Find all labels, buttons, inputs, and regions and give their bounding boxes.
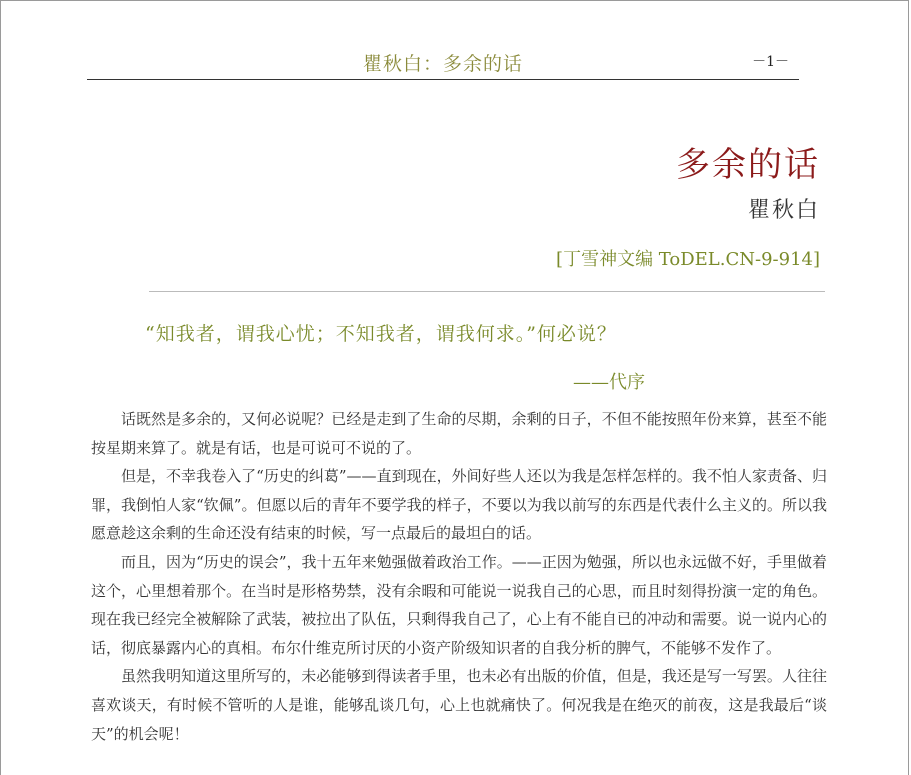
page-number: －1－: [752, 54, 789, 70]
section-divider: [149, 291, 825, 292]
document-title: 多余的话: [676, 145, 820, 185]
paragraph: 而且，因为“历史的误会”，我十五年来勉强做着政治工作。——正因为勉强，所以也永远做不好，手里做着这个，心里想着那个。在当时是形格势禁，没有余暇和可能说一说我自己的心思，而且时刻得扮演一定的角色。现在我已经完全被解除了武装，被拉出了队伍，只剩得我自己了，心上有不能自已的冲动和需要。说一说内心的话，彻底暴露内心的真相。布尔什维克所讨厌的小资产阶级知识者的自我分析的脾气，不能够不发作了。: [91, 552, 827, 657]
running-title: 瞿秋白：多余的话: [362, 53, 523, 75]
paragraph: 虽然我明知道这里所写的，未必能够到得读者手里，也未必有出版的价值，但是，我还是写一写罢。人往往喜欢谈天，有时候不管听的人是谁，能够乱谈几句，心上也就痛快了。何况我是在绝灭的前夜，这是我最后“谈天”的机会呢！: [91, 667, 827, 743]
body-text: [91, 405, 827, 748]
document-source: [丁雪神文编 ToDEL.CN-9-914]: [556, 249, 820, 270]
document-author: 瞿秋白: [747, 198, 820, 223]
epigraph-quote: “知我者，谓我心忧；不知我者，谓我何求。”何必说？: [145, 323, 617, 345]
paragraph: 话既然是多余的，又何必说呢？已经是走到了生命的尽期，余剩的日子，不但不能按照年份来算，甚至不能按星期来算了。就是有话，也是可说可不说的了。: [91, 410, 827, 457]
epigraph-attribution: ——代序: [573, 372, 645, 393]
paragraph: 但是，不幸我卷入了“历史的纠葛”——直到现在，外间好些人还以为我是怎样怎样的。我不怕人家责备、归罪，我倒怕人家“钦佩”。但愿以后的青年不要学我的样子，不要以为我以前写的东西是代表什么主义的。所以我愿意趁这余剩的生命还没有结束的时候，写一点最后的最坦白的话。: [91, 467, 827, 543]
running-header: [87, 45, 799, 80]
